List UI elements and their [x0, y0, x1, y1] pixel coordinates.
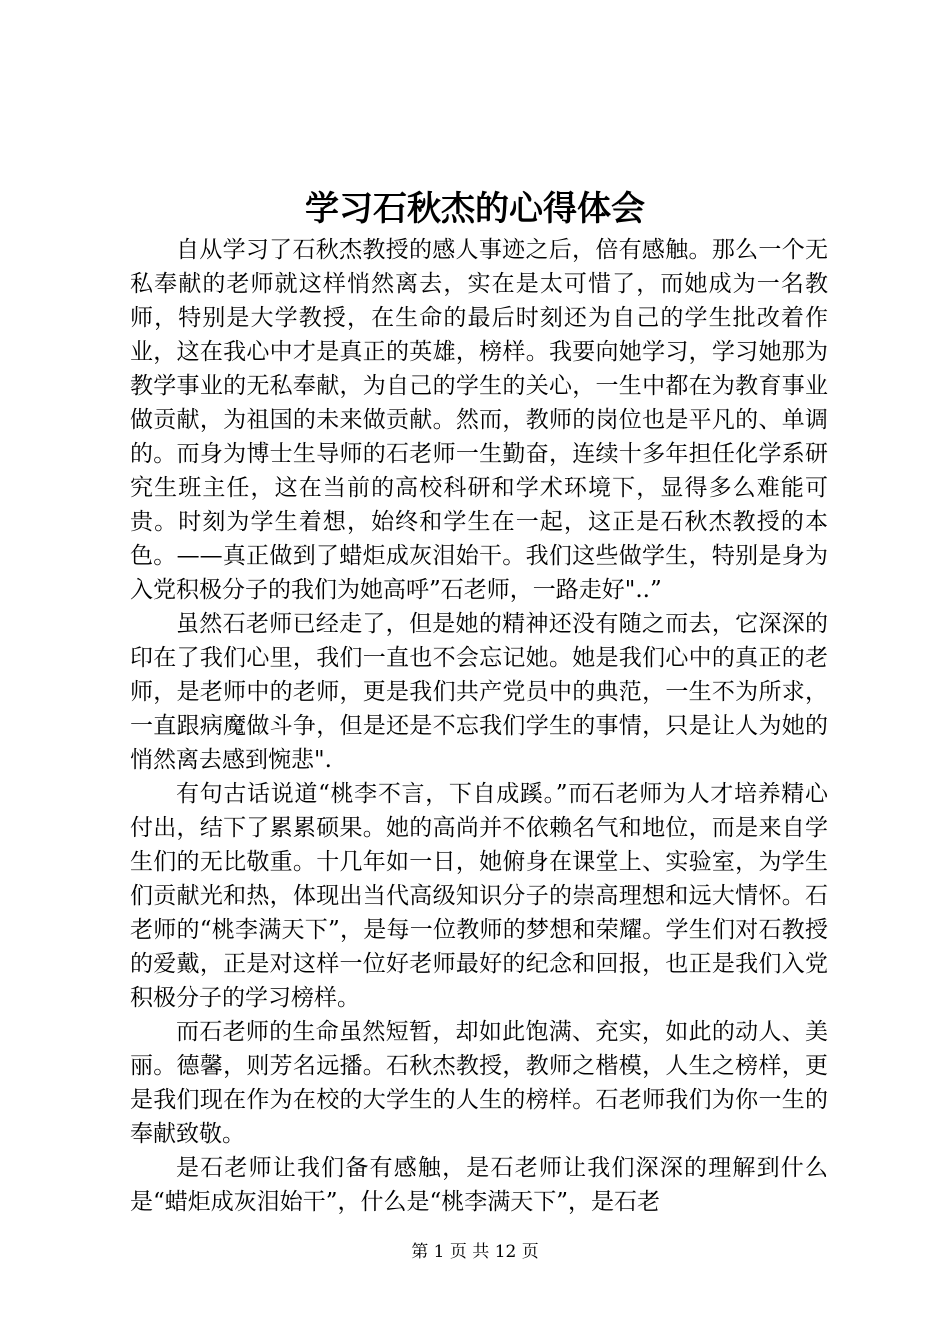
- document-title: 学习石秋杰的心得体会: [305, 189, 645, 229]
- paragraph-2: 虽然石老师已经走了，但是她的精神还没有随之而去，它深深的印在了我们心里，我们一直也不会忘记她。她是我们心中的真正的老师，是老师中的老师，更是我们共产党员中的典范，一生不为所求，一直跟病魔做斗争，但是还是不忘我们学生的事情，只是让人为她的悄然离去感到惋悲".: [130, 611, 828, 773]
- paragraph-4: 而石老师的生命虽然短暂，却如此饱满、充实，如此的动人、美丽。德馨，则芳名远播。石秋杰教授，教师之楷模，人生之榜样，更是我们现在作为在校的大学生的人生的榜样。石老师我们为你一生的奉献致敬。: [130, 1019, 828, 1147]
- paragraph-1: 自从学习了石秋杰教授的感人事迹之后，倍有感触。那么一个无私奉献的老师就这样悄然离去，实在是太可惜了，而她成为一名教师，特别是大学教授，在生命的最后时刻还为自己的学生批改着作业，这在我心中才是真正的英雄，榜样。我要向她学习，学习她那为教学事业的无私奉献，为自己的学生的关心，一生中都在为教育事业做贡献，为祖国的未来做贡献。然而，教师的岗位也是平凡的、单调的。而身为博士生导师的石老师一生勤奋，连续十多年担任化学系研究生班主任，这在当前的高校科研和学术环境下，显得多么难能可贵。时刻为学生着想，始终和学生在一起，这正是石秋杰教授的本色。——真正做到了蜡炬成灰泪始干。我们这些做学生，特别是身为入党积极分子的我们为她高呼”石老师，一路走好"..”: [130, 237, 828, 603]
- paragraph-3: 有句古话说道“桃李不言，下自成蹊。”而石老师为人才培养精心付出，结下了累累硕果。她的高尚并不依赖名气和地位，而是来自学生们的无比敬重。十几年如一日，她俯身在课堂上、实验室，为学生们贡献光和热，体现出当代高级知识分子的崇高理想和远大情怀。石老师的“桃李满天下”，是每一位教师的梦想和荣耀。学生们对石教授的爱戴，正是对这样一位好老师最好的纪念和回报，也正是我们入党积极分子的学习榜样。: [130, 781, 828, 1011]
- page-number-footer: 第 1 页 共 12 页: [411, 1242, 539, 1262]
- document-body: [130, 233, 828, 1219]
- paragraph-5: 是石老师让我们备有感触，是石老师让我们深深的理解到什么是“蜡炬成灰泪始干”，什么是“桃李满天下”，是石老: [130, 1155, 828, 1215]
